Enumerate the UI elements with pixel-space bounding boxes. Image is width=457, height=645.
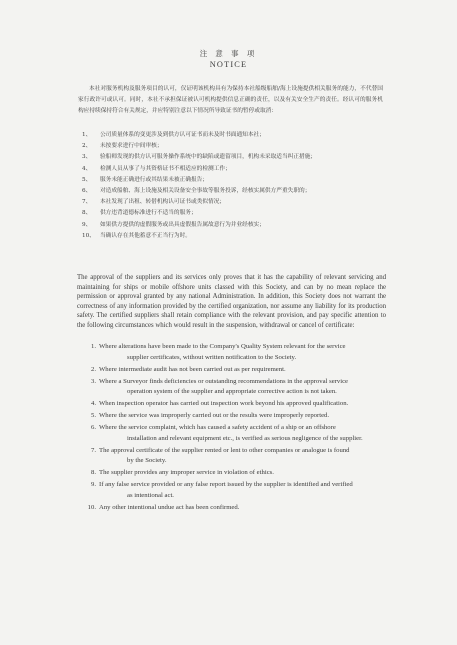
chinese-condition-number: 10、	[82, 232, 95, 239]
chinese-condition-item	[82, 197, 382, 208]
chinese-conditions-list	[82, 130, 382, 242]
english-condition-text	[99, 365, 386, 376]
english-condition-line: The approval certificate of the supplier rented or lent to other companies or analogue is found	[99, 446, 350, 454]
english-condition-item	[82, 468, 386, 479]
chinese-condition-number: 7、	[82, 199, 92, 206]
english-condition-item	[82, 377, 386, 398]
english-condition-item	[82, 503, 386, 514]
english-condition-line: Where intermediate audit has not been carried out as per requirement.	[99, 365, 286, 373]
english-condition-line: by the Society.	[127, 457, 167, 465]
english-condition-line: When inspection operator has carried out inspection work beyond his approved qualification.	[99, 400, 349, 408]
english-condition-line: supplier certificates, without written notification to the Society.	[127, 353, 297, 361]
english-intro-paragraph: The approval of the suppliers and its services only proves that it has the capability of relevant servicing and maintaining for ships or mobile offshore units classed with this Society, and can by no mean replace the permission or approval granted by any national Administration. In addition, this Society does not warrant the correctness of any information provided by the certified organization, nor assume any liability for its production safety. The certified suppliers shall retain compliance with the relevant provision, and pay specific attention to the following circumstances which would result in the suspension, withdrawal or cancel of certificate:	[77, 274, 386, 329]
chinese-condition-text: 验船师发现的供方认可服务操作系统中的缺陷或遗留项目，机构未采取适当纠正措施；	[100, 154, 317, 161]
english-condition-text	[99, 423, 386, 444]
english-condition-text	[99, 377, 386, 398]
chinese-condition-text: 检测人员从事了与其资格证书不相适应的检测工作；	[100, 165, 231, 172]
chinese-condition-number: 2、	[82, 143, 92, 150]
english-condition-number: 1.	[90, 343, 96, 350]
english-conditions-list	[82, 342, 386, 515]
chinese-condition-text: 公司质量体系的变更涉及到供方认可证书而未及时书面通知本社；	[100, 132, 265, 138]
english-condition-item	[82, 399, 386, 410]
english-condition-item	[82, 365, 386, 376]
english-condition-number: 5.	[90, 412, 96, 420]
chinese-condition-text: 服务未能正确进行或其结果未被正确报告；	[100, 176, 209, 183]
chinese-condition-number: 8、	[82, 210, 92, 217]
english-condition-line: If any false service provided or any false report issued by the supplier is identified and verified	[99, 481, 353, 489]
english-condition-text	[99, 446, 386, 467]
chinese-condition-item	[82, 220, 382, 231]
english-condition-text	[99, 399, 386, 410]
chinese-condition-number: 6、	[82, 188, 92, 195]
english-condition-item	[82, 480, 386, 501]
english-condition-text	[99, 342, 386, 363]
english-condition-line: Where a Surveyor finds deficiencies or outstanding recommendations in the approval service	[99, 377, 349, 385]
chinese-condition-item	[82, 152, 382, 163]
english-condition-number: 2.	[90, 365, 96, 373]
english-condition-number: 9.	[90, 481, 96, 489]
chinese-condition-text: 本社发现了出租、转借机构认可证书或类似情况；	[100, 199, 226, 206]
chinese-condition-item	[82, 130, 382, 141]
english-condition-number: 6.	[90, 424, 96, 432]
english-condition-text	[99, 468, 386, 479]
english-condition-text	[99, 480, 386, 501]
english-condition-number: 10.	[87, 503, 96, 511]
english-condition-number: 8.	[90, 469, 96, 477]
english-condition-line: Where the service was improperly carried out or the results were improperly reported.	[99, 412, 330, 420]
chinese-condition-number: 9、	[82, 221, 92, 228]
chinese-condition-text: 如果供方提供的虚假服务或出具虚假报告属故意行为并业经核实；	[100, 221, 265, 228]
english-condition-line: Where the service complaint, which has caused a safety accident of a ship or an offshore	[99, 424, 336, 432]
chinese-condition-item	[82, 175, 382, 186]
english-condition-line: Where alterations have been made to the Company's Quality System relevant for the service	[99, 343, 346, 350]
english-condition-number: 7.	[90, 446, 96, 454]
english-condition-line: The supplier provides any improper service in violation of ethics.	[99, 469, 274, 477]
notice-title-english: NOTICE	[209, 60, 248, 69]
english-condition-item	[82, 423, 386, 444]
chinese-condition-item	[82, 164, 382, 175]
english-condition-line: Any other intentional undue act has been confirmed.	[99, 503, 240, 511]
chinese-condition-item	[82, 141, 382, 152]
english-condition-item	[82, 411, 386, 422]
english-condition-item	[82, 342, 386, 363]
english-condition-text	[99, 503, 386, 514]
english-condition-line: as intentional act.	[127, 491, 174, 499]
chinese-condition-item	[82, 231, 382, 242]
english-condition-line: installation and relevant equipment etc., is verified as serious negligence of the supplier.	[127, 434, 363, 442]
chinese-condition-number: 3、	[82, 154, 92, 161]
notice-title-chinese: 注 意 事 项	[199, 49, 258, 58]
chinese-condition-item	[82, 208, 382, 219]
chinese-condition-text: 未按要求进行中间审核；	[100, 143, 163, 150]
chinese-condition-number: 4、	[82, 165, 92, 172]
chinese-condition-text: 当确认存在其他蓄意不正当行为时。	[100, 232, 191, 239]
chinese-condition-number: 1、	[82, 132, 92, 138]
english-condition-number: 3.	[90, 377, 96, 385]
chinese-condition-text: 供方违背道德标准进行不适当的服务；	[100, 210, 197, 217]
chinese-condition-text: 对造成船舶、海上设施及相关设备安全事故等服务投诉，经核实属供方严重失职的；	[100, 188, 311, 195]
english-condition-text	[99, 411, 386, 422]
english-condition-line: operation system of the supplier and appropriate corrective action is not taken.	[127, 388, 337, 396]
english-condition-item	[82, 446, 386, 467]
english-condition-number: 4.	[90, 400, 96, 408]
chinese-condition-number: 5、	[82, 176, 92, 183]
chinese-condition-item	[82, 186, 382, 197]
chinese-intro-paragraph: 本社对服务机构及服务项目的认可，仅证明该机构具有为保持本社船级船舶/海上设施提供相关服务的能力，不代替国家行政许可或认可。同时，本社不承担保证被认可机构提供信息正确的责任，以及有关安全生产的责任。经认可的服务机构应持续保持符合有关规定，并应特别注意以下情况所导致证书的暂停或取消：	[78, 86, 383, 114]
